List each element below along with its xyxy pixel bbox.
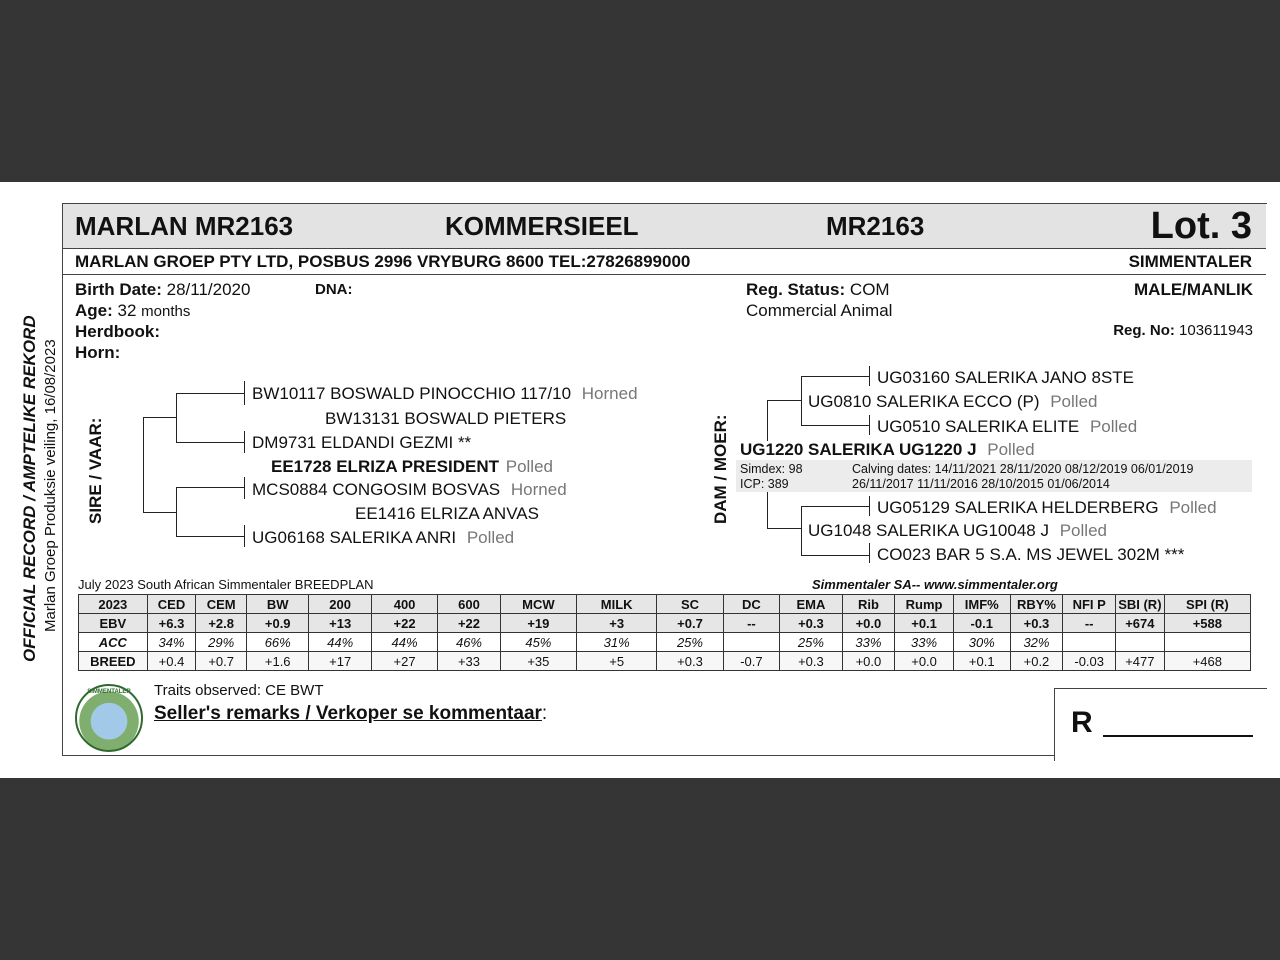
sellers-remarks [154,703,547,725]
sire-label: SIRE / VAAR: [86,417,105,524]
dam-dam [808,521,1107,541]
ebv-cell: -- [1063,614,1116,633]
ebv-cell: EMA [780,595,842,614]
ebv-cell: +35 [500,652,576,671]
ebv-cell: DC [723,595,779,614]
tree-line [869,366,870,386]
ebv-cell: RBY% [1010,595,1063,614]
sire-name: EE1728 ELRIZA PRESIDENT [271,457,499,476]
ebv-cell: IMF% [953,595,1010,614]
sss-status: Horned [581,384,638,403]
ebv-cell [723,633,779,652]
ebv-cell: 32% [1010,633,1063,652]
reg-status-description: Commercial Animal [746,301,893,320]
ebv-cell: +0.3 [657,652,723,671]
ebv-cell: +13 [309,614,371,633]
sire-dam-bracket [176,487,245,537]
ebv-cell: +22 [371,614,437,633]
sire-sire-sire [252,384,638,404]
ds-status: Polled [1050,392,1098,411]
ebv-row-header [79,595,1251,614]
ebv-cell: 44% [371,633,437,652]
ebv-cell: +468 [1164,652,1250,671]
age-value: 32 [117,301,137,320]
sdd-name: UG06168 SALERIKA ANRI [252,528,457,547]
ebv-cell: +5 [577,652,657,671]
ebv-cell: CED [147,595,196,614]
sire-dam: EE1416 ELRIZA ANVAS [355,504,539,523]
sellers-remarks-colon: : [541,703,548,724]
ebv-cell: BREED [79,652,148,671]
animal-tag: MR2163 [826,211,925,241]
breeder-info: MARLAN GROEP PTY LTD, POSBUS 2996 VRYBURG 8600 TEL:27826899000 [75,252,691,271]
sdd-status: Polled [466,528,515,547]
breeder-bar [63,249,1266,275]
ebv-cell: +0.7 [657,614,723,633]
sire-status: Polled [505,457,553,476]
ebv-cell: +0.9 [247,614,309,633]
sds-name: MCS0884 CONGOSIM BOSVAS [252,480,501,499]
age-unit: months [141,303,191,320]
ebv-row-acc [79,633,1251,652]
ebv-cell: 33% [842,633,895,652]
ebv-cell: SPI (R) [1164,595,1250,614]
icp: ICP: 389 [740,477,789,491]
ebv-cell: 29% [196,633,247,652]
auction-label: Marlan Groep Produksie veiling, 16/08/2023 [42,339,59,632]
reg-number-label: Reg. No: [1113,322,1175,339]
dam-bottom-bracket [767,490,802,529]
ebv-cell: +27 [371,652,437,671]
tree-line [244,431,245,453]
dam-dam-sire [877,498,1217,518]
ebv-cell: +0.0 [842,652,895,671]
ebv-cell: +0.0 [895,652,954,671]
ebv-cell: +0.0 [842,614,895,633]
ebv-cell: +2.8 [196,614,247,633]
ebv-cell: -- [723,614,779,633]
ebv-cell: 46% [438,633,500,652]
reg-status-value: COM [849,280,890,299]
sire-sire-bracket [176,393,245,443]
price-prefix: R [1071,706,1093,739]
breedplan-website: Simmentaler SA-- www.simmentaler.org [812,577,1058,592]
ebv-cell: BW [247,595,309,614]
ebv-cell: SBI (R) [1116,595,1165,614]
sds-status: Horned [510,480,567,499]
dna-label: DNA: [315,281,353,298]
ebv-cell: -0.1 [953,614,1010,633]
ebv-cell: -0.7 [723,652,779,671]
calving-dates-1: Calving dates: 14/11/2021 28/11/2020 08/12/2019 06/01/2019 [852,462,1194,476]
animal-name: MARLAN MR2163 [75,211,294,241]
ebv-cell: -0.03 [1063,652,1116,671]
title-bar [63,204,1266,249]
ebv-table [78,594,1251,671]
dam-sire-sire: UG03160 SALERIKA JANO 8STE [877,368,1135,387]
ebv-cell: 25% [657,633,723,652]
ebv-cell: +0.7 [196,652,247,671]
dam-sire [808,392,1097,412]
ebv-cell: NFI P [1063,595,1116,614]
dds-status: Polled [1169,498,1217,517]
reg-status-label: Reg. Status: [746,280,846,299]
age [75,301,190,321]
simdex: Simdex: 98 [740,462,803,476]
ebv-cell: ACC [79,633,148,652]
ebv-row-ebv [79,614,1251,633]
dam-status: Polled [987,440,1035,459]
tree-line [869,543,870,563]
horn-label: Horn: [75,343,121,362]
ebv-cell: 31% [577,633,657,652]
lot-number: Lot. 3 [1150,205,1252,247]
dam [740,440,1035,460]
ebv-cell: +674 [1116,614,1165,633]
animal-category: KOMMERSIEEL [445,211,639,241]
ebv-cell: SC [657,595,723,614]
ebv-cell: Rib [842,595,895,614]
logo-text: SIMMENTALER [87,689,131,695]
price-input-line[interactable] [1103,735,1253,737]
tree-line [244,477,245,499]
ebv-cell: +0.1 [895,614,954,633]
tree-line [869,415,870,435]
sire-sire-dam: DM9731 ELDANDI GEZMI ** [252,433,472,452]
dd-status: Polled [1059,521,1107,540]
traits-observed: Traits observed: CE BWT [154,682,324,699]
official-record-label: OFFICIAL RECORD / AMPTELIKE REKORD [20,315,39,662]
reg-number-value: 103611943 [1179,322,1253,339]
birth-date-value: 28/11/2020 [166,280,251,299]
sellers-remarks-label: Seller's remarks / Verkoper se kommentaar [154,703,542,724]
ebv-cell: 45% [500,633,576,652]
ebv-cell: +477 [1116,652,1165,671]
ebv-cell: MILK [577,595,657,614]
ebv-cell: 30% [953,633,1010,652]
ebv-cell: +0.4 [147,652,196,671]
ebv-cell: +0.1 [953,652,1010,671]
ebv-cell: MCW [500,595,576,614]
age-label: Age: [75,301,113,320]
ebv-cell: 25% [780,633,842,652]
ebv-cell: 34% [147,633,196,652]
ebv-cell: +0.3 [780,614,842,633]
ebv-cell: 66% [247,633,309,652]
birth-date-label: Birth Date: [75,280,162,299]
ebv-cell: +0.2 [1010,652,1063,671]
sire-dam-sire [252,480,567,500]
ebv-cell: 600 [438,595,500,614]
ebv-cell: 2023 [79,595,148,614]
ebv-cell: +17 [309,652,371,671]
dam-name: UG1220 SALERIKA UG1220 J [740,440,977,459]
sss-name: BW10117 BOSWALD PINOCCHIO 117/10 [252,384,572,403]
reg-number [1113,322,1253,339]
dsd-status: Polled [1089,417,1138,436]
sex-label: MALE/MANLIK [1134,280,1253,299]
ebv-cell [1116,633,1165,652]
ebv-cell: CEM [196,595,247,614]
ebv-cell: 44% [309,633,371,652]
ebv-cell: 33% [895,633,954,652]
ebv-cell: +588 [1164,614,1250,633]
dam-top-bracket [767,400,802,441]
dam-sire-dam [877,417,1137,437]
sire-sire: BW13131 BOSWALD PIETERS [325,409,567,428]
dsd-name: UG0510 SALERIKA ELITE [877,417,1080,436]
breed-name: SIMMENTALER [1128,252,1252,271]
herdbook-label: Herdbook: [75,322,160,341]
ebv-cell: 200 [309,595,371,614]
ebv-cell [1063,633,1116,652]
ebv-cell: 400 [371,595,437,614]
tree-line [869,496,870,516]
ebv-cell: +22 [438,614,500,633]
dds-name: UG05129 SALERIKA HELDERBERG [877,498,1159,517]
ds-name: UG0810 SALERIKA ECCO (P) [808,392,1040,411]
dd-name: UG1048 SALERIKA UG10048 J [808,521,1049,540]
tree-line [244,525,245,547]
ebv-cell: +0.3 [1010,614,1063,633]
calving-dates-2: 26/11/2017 11/11/2016 28/10/2015 01/06/2014 [852,477,1110,491]
tree-line [244,381,245,405]
sire-dam-dam [252,528,514,548]
reg-status [746,280,890,300]
ebv-cell: +19 [500,614,576,633]
ebv-cell: Rump [895,595,954,614]
simmentaler-logo [75,684,143,752]
birth-date [75,280,250,300]
ebv-cell: +1.6 [247,652,309,671]
ebv-cell [1164,633,1250,652]
breedplan-caption: July 2023 South African Simmentaler BREEDPLAN [78,577,374,592]
sire [271,457,553,477]
ebv-cell: +6.3 [147,614,196,633]
ebv-cell: +33 [438,652,500,671]
dam-dam-dam: CO023 BAR 5 S.A. MS JEWEL 302M *** [877,545,1185,564]
ebv-cell: +0.3 [780,652,842,671]
ebv-row-breed [79,652,1251,671]
ebv-cell: +3 [577,614,657,633]
price-box [1054,688,1267,761]
lot-card [0,182,1280,778]
sire-bracket [143,417,177,513]
ebv-cell: EBV [79,614,148,633]
dam-label: DAM / MOER: [711,414,730,524]
